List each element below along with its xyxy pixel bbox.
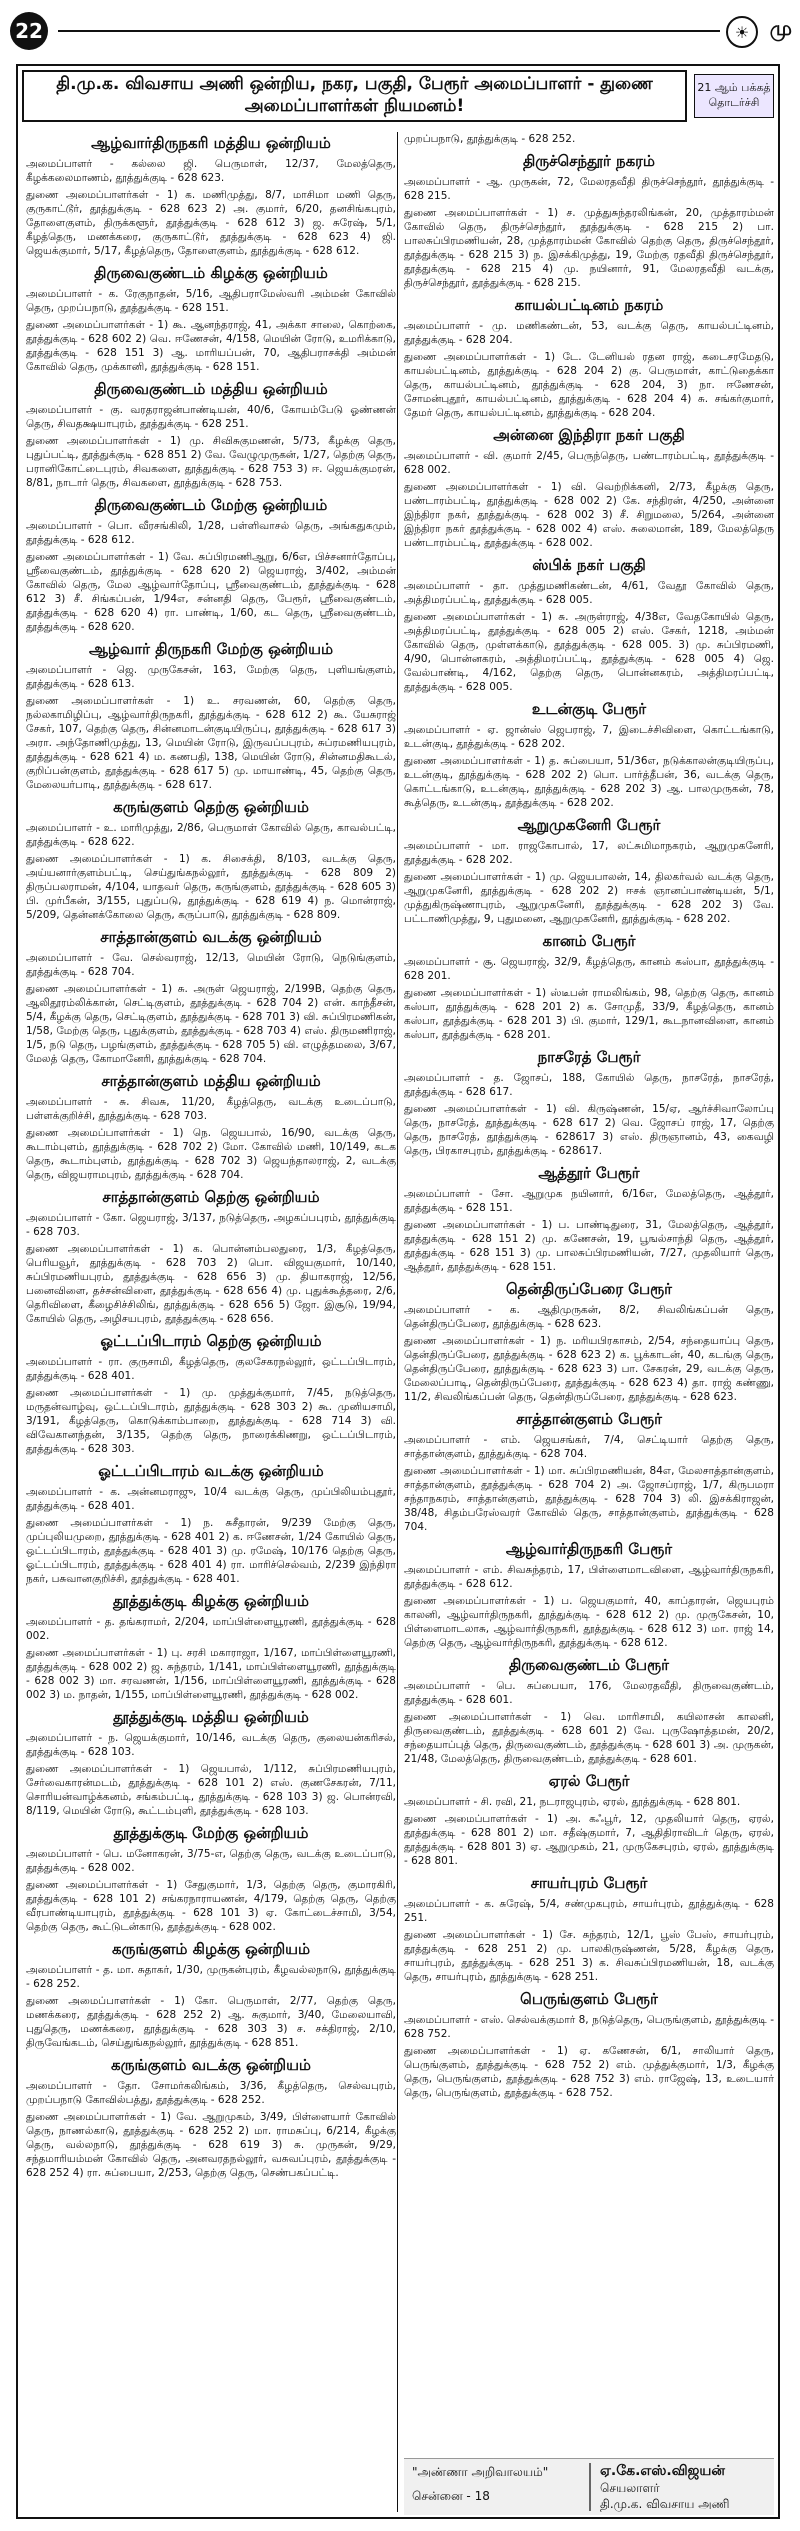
section (404, 132, 774, 146)
section (404, 1656, 774, 1766)
section (26, 928, 396, 1066)
section-title: கானம் பேரூர் (542, 932, 636, 950)
deputies-text: துணை அமைப்பாளர்கள் - 1) மு. சிவிசுகுமணன், 5/73, கீழக்கு தெரு, புதுப்பட்டி, தூத்துக்குடி - 628 851 2) வே. வேழுமுருகன், 1/27, தெற்கு தெரு, பரானிகோட்டைபுரம், சிவகளை, தூத்துக்குடி - 628 753 3) ஈ. ஜெயக்குமரன், 8/81, நாடார் தெரு, சிவகளை, தூத்துக்குடி - 628 753. (26, 435, 396, 489)
organizer-text: அமைப்பாளர் - வே. செல்வராஜ், 12/13, மெயின் ரோடு, நெடுங்குளம், தூத்துக்குடி - 628 704. (26, 952, 396, 978)
section-title: திருவைகுண்டம் மேற்கு ஒன்றியம் (94, 496, 328, 514)
section-title: சாத்தான்குளம் மத்திய ஒன்றியம் (101, 1072, 321, 1090)
deputies-text: துணை அமைப்பாளர்கள் - 1) ப. பாண்டிதுரை, 31, மேலத்தெரு, ஆத்தூர், தூத்துக்குடி - 628 151 2) மு. கணேசன், 19, பூஙல்சாந்தி தெரு, ஆத்தூர், தூத்துக்குடி - 628 151 3) மு. பாலசுப்பிரமணியன், 7/27, முதலியார் தெரு, ஆத்தூர், தூத்துக்குடி - 628 151. (404, 1219, 774, 1273)
deputies-text: துணை அமைப்பாளர்கள் - 1) மு. ஜெயபாலன், 14, திலகர்வல் வடக்கு தெரு, ஆறுமுகனேரி, தூத்துக்குடி - 628 202 2) ஈசக் ஞானப்பாண்டியன், 5/1, முத்துகிருஷ்ணாபுரம், ஆறுமுகனேரி, தூத்துக்குடி - 628 202 3) வே. பட்டாணிமுத்து, 9, புதுமனை, ஆறுமுகனேரி, தூத்துக்குடி - 628 202. (404, 871, 774, 925)
section (404, 152, 774, 290)
organizer-text: அமைப்பாளர் - எஸ். செல்வக்குமார் 8, நடுத்தெரு, பெருங்குளம், தூத்துக்குடி - 628 752. (404, 2014, 774, 2040)
organizer-text: அமைப்பாளர் - சு. சிவசு, 11/20, கீழத்தெரு, வடக்கு உடைப்பாடு, பள்ளக்குறிச்சி, தூத்துக்குடி - 628 703. (26, 1096, 396, 1122)
signatory-name: ஏ.கே.எஸ்.விஜயன் (600, 2463, 725, 2479)
section-title: சாத்தான்குளம் தெற்கு ஒன்றியம் (102, 1188, 320, 1206)
section (404, 1874, 774, 1984)
deputies-text: துணை அமைப்பாளர்கள் - 1) வே. ஆறுமுகம், 3/49, பிள்ளையார் கோவில் தெரு, நாணல்காடு, தூத்துக்குடி - 628 252 2) மா. ராமசுப்பு, 6/214, கீழக்கு தெரு, வல்லநாடு, தூத்துக்குடி - 628 619 3) சு. முருகன், 9/29, சந்தமாரியம்மன் கோவில் தெரு, அனவரதநல்லூர், வசுவப்புரம், தூத்துக்குடி - 628 252 4) ரா. சுப்பையா, 2/253, தெற்கு தெரு, செண்பகப்பட்டி. (26, 2111, 396, 2179)
section (404, 1772, 774, 1868)
signature-quote: "அண்ணா அறிவாலயம்" (412, 2465, 549, 2479)
section (26, 134, 396, 258)
section-title: சாத்தான்குளம் பேரூர் (516, 1410, 662, 1428)
section (26, 380, 396, 490)
signatory-org: தி.மு.க. விவசாய அணி (600, 2497, 730, 2511)
deputies-text: துணை அமைப்பாளர்கள் - 1) த. சுப்பையா, 51/36எ, நடுக்காலன்குடியிருப்பு, உடன்குடி, தூத்துக்குடி - 628 202 2) பொ. பார்த்தீபன், 36, வடக்கு தெரு, கொட்டங்காடு, உடன்குடி, தூத்துக்குடி - 628 202 3) ஆ. பாலமுருகன், 78, கூத்தெரு, உடன்குடி, தூத்துக்குடி - 628 202. (404, 755, 774, 809)
section (26, 1462, 396, 1586)
organizer-text: அமைப்பாளர் - எம். சிவசுந்தரம், 17, பிள்ளைமாடவிளை, ஆழ்வார்திருநகரி, தூத்துக்குடி - 628 612. (404, 1564, 774, 1590)
section (26, 1708, 396, 1818)
organizer-text: அமைப்பாளர் - ஏ. ஜான்ஸ் ஜெபராஜ், 7, இடைச்சிவிளை, கொட்டங்காடு, உடன்குடி, தூத்துக்குடி - 628 202. (404, 724, 774, 750)
deputies-text: துணை அமைப்பாளர்கள் - 1) க. பொன்னம்பலதுரை, 1/3, கீழத்தெரு, பெரியவூர், தூத்துக்குடி - 628 703 2) பொ. விஜயகுமார், 10/140, சுப்பிரமணியபுரம், தூத்துக்குடி - 628 656 3) மு. தியாகராஜ், 12/56, பனைவிளை, தச்சன்விளை, தூத்துக்குடி - 628 656 4) மு. புதுக்கூத்தரை, 2/6, தெரிவிளை, கீழைசிச்சிலிங், தூத்துக்குடி - 628 656 5) ஜோ. இசூடு, 19/94, கோயில் தெரு, அழிசயபுரம், தூத்துக்குடி - 628 656. (26, 1243, 396, 1325)
organizer-text: அமைப்பாளர் - தா. முத்துமணிகண்டன், 4/61, வேதூ கோவில் தெரு, அத்திமரப்பட்டி, தூத்துக்குடி - 628 005. (404, 580, 774, 606)
organizer-text: அமைப்பாளர் - வி. குமார் 2/45, பெருந்தெரு, பண்டாரம்பட்டி, தூத்துக்குடி - 628 002. (404, 450, 774, 476)
deputies-text: துணை அமைப்பாளர்கள் - 1) கூ. ஆனந்தராஜ், 41, அக்கா சாலை, கொற்கை, தூத்துக்குடி - 628 602 2) வெ. ஈணேசன், 4/158, மெயின் ரோடு, உமரிக்காடு, தூத்துக்குடி - 628 151 3) ஆ. மாரியப்பன், 70, ஆதிபராசக்தி அம்மன் கோவில் தெரு, முக்கானி, தூத்துக்குடி - 628 151. (26, 319, 396, 373)
section (26, 1332, 396, 1456)
section (404, 426, 774, 550)
organizer-text: அமைப்பாளர் - சூ. ஜெயராஜ், 32/9, கீழத்தெரு, கானம் கஸ்பா, தூத்துக்குடி - 628 201. (404, 956, 774, 982)
organizer-text: அமைப்பாளர் - எம். ஜெயசங்கர், 7/4, செட்டியார் தெற்கு தெரு, சாத்தான்குளம், தூத்துக்குடி - 628 704. (404, 1434, 774, 1460)
deputies-text: துணை அமைப்பாளர்கள் - 1) பு. சரசி மகாராஜா, 1/167, மாப்பிள்ளையூரணி, தூத்துக்குடி - 628 002 2) ஜ. சுந்தரம், 1/141, மாப்பிள்ளையூரணி, தூத்துக்குடி - 628 002 3) மா. சரவணன், 1/156, மாப்பிள்ளையூரணி, தூத்துக்குடி - 628 002 3) ம. நாதன், 1/155, மாப்பிள்ளையூரணி, தூத்துக்குடி - 628 002. (26, 1647, 396, 1701)
organizer-text: அமைப்பாளர் - மு. மணிகண்டன், 53, வடக்கு தெரு, காயல்பட்டினம், தூத்துக்குடி - 628 204. (404, 320, 774, 346)
section-title: ஓட்டப்பிடாரம் தெற்கு ஒன்றியம் (100, 1332, 322, 1350)
deputies-text: துணை அமைப்பாளர்கள் - 1) நெ. ஜெயபால், 16/90, வடக்கு தெரு, கூடாம்புளம், தூத்துக்குடி - 628 702 2) மோ. கோவில் மணி, 10/149, கடக தெரு, கூடாம்புளம், தூத்துக்குடி - 628 702 3) ஜெயந்தாலராஜ், 2, வடக்கு தெரு, விஜயராமபுரம், தூத்துக்குடி - 628 704. (26, 1127, 396, 1181)
section-title: சாயர்புரம் பேரூர் (530, 1874, 648, 1892)
organizer-text: அமைப்பாளர் - சி. ரவி, 21, நடராஜபுரம், ஏரல், தூத்துக்குடி - 628 801. (404, 1796, 741, 1808)
organizer-text: அமைப்பாளர் - த. மா. சுதாகர், 1/30, முருகன்புரம், கீழவல்லநாடு, தூத்துக்குடி - 628 252. (26, 1964, 396, 1990)
section (404, 1410, 774, 1534)
signatory-role: செயலாளர் (600, 2481, 660, 2495)
page-number: 22 (10, 12, 48, 50)
organizer-text: அமைப்பாளர் - ஆ. முருகன், 72, மேலரதவீதி திருச்செந்தூர், தூத்துக்குடி - 628 215. (404, 176, 774, 202)
organizer-text: அமைப்பாளர் - பெ. மனோகரன், 3/75-எ, தெற்கு தெரு, வடக்கு உடைப்பாடு, தூத்துக்குடி - 628 002. (26, 1848, 396, 1874)
section (404, 816, 774, 926)
deputies-text: துணை அமைப்பாளர்கள் - 1) க. சிசைக்தி, 8/103, வடக்கு தெரு, அய்யனார்குளம்பட்டி, செய்துங்கநல்லூர், தூத்துக்குடி - 628 809 2) திருப்பலராமன், 4/104, யாதவர் தெரு, கருங்குளம், தூத்துக்குடி - 628 605 3) பி. முர்பீகன், 3/155, புதுப்படு, தூத்துக்குடி - 628 619 4) ந. மொன்ராஜ், 5/209, தென்னக்கோலை தெரு, கருப்பாடு, தூத்துக்குடி - 628 809. (26, 853, 396, 921)
section-title: திருவைகுண்டம் பேரூர் (508, 1656, 669, 1674)
deputies-text: துணை அமைப்பாளர்கள் - 1) உ. சரவணன், 60, தெற்கு தெரு, நல்லகாமிழிப்பு, ஆழ்வார்திருநகரி, தூத்துக்குடி - 628 612 2) கூ. யேசுராஜ் சேகர், 107, தெற்கு தெரு, சின்னமாடன்குடியிருப்பு, தூத்துக்குடி - 628 617 3) அரா. அந்தோணிமுத்து, 13, மெயின் ரோடு, இருவப்பபுரம், சுப்ரமணியபுரம், தூத்துக்குடி - 628 621 4) ம. கணபதி, 138, மெயின் ரோடு, சின்னமதிகூடல், குறிப்பன்குளம், தூத்துக்குடி - 628 617 5) மு. மாயாண்டி, 45, தெற்கு தெரு, மேலையர்பாடி, தூத்துக்குடி - 628 617. (26, 695, 396, 791)
signature-divider (589, 2463, 591, 2511)
organizer-text: அமைப்பாளர் - ரா. குருசாமி, கீழத்தெரு, குலசேகரநல்லூர், ஒட்டப்பிடாரம், தூத்துக்குடி - 628 401. (26, 1356, 396, 1382)
deputies-text: துணை அமைப்பாளர்கள் - 1) சு. அருள் ஜெயராஜ், 2/199B, தெற்கு தெரு, ஆலிதூரம்லிக்கான், செட்டிகுளம், தூத்துக்குடி - 628 704 2) என். காந்தீசன், 5/4, கீழக்கு தெரு, செட்டிகுளம், தூத்துக்குடி - 628 701 3) வி. சுப்பிரமணிகன், 1/58, மேற்கு தெரு, புதுக்குளம், தூத்துக்குடி - 628 703 4) எஸ். திருமணிராஜ், 1/5, நடு தெரு, பழங்குளம், தூத்துக்குடி - 628 705 5) வி. எழுத்தமலை, 3/67, மேலத் தெரு, கோமானேரி, தூத்துக்குடி - 628 704. (26, 983, 396, 1065)
section (26, 640, 396, 792)
section-title: கருங்குளம் வடக்கு ஒன்றியம் (110, 2056, 311, 2074)
section-title: ஏரல் பேரூர் (548, 1772, 630, 1790)
deputies-text: துணை அமைப்பாளர்கள் - 1) வெ. மாரிசாமி, கயிலாசன் காலனி, திருவைகுண்டம், தூத்துக்குடி - 628 601 2) வே. புருஷோத்தமன், 20/2, சந்தையாப்புத் தெரு, திருவைகுண்டம், தூத்துக்குடி - 628 601 3) அ. முருகன், 21/48, மேலத்தெரு, திருவைகுண்டம், தூத்துக்குடி - 628 601. (404, 1711, 774, 1765)
section-title: ஆழ்வார்திருநகரி மத்திய ஒன்றியம் (91, 134, 331, 152)
section (26, 798, 396, 922)
organizer-text: அமைப்பாளர் - தோ. சோமர்கலிங்கம், 3/36, கீழத்தெரு, செல்வபுரம், முறப்பநாடு கோவில்பத்து, தூத்துக்குடி - 628 252. (26, 2080, 396, 2106)
organizer-text: அமைப்பாளர் - த. ஜோசப், 188, கோயில் தெரு, நாசரேத், நாசரேத், தூத்துக்குடி - 628 617. (404, 1072, 774, 1098)
section-title: தூத்துக்குடி மேற்கு ஒன்றியம் (113, 1824, 309, 1842)
deputies-text: துணை அமைப்பாளர்கள் - 1) வி. கிருஷ்ணன், 15/ஏ, ஆர்ச்சிவாலோப்பு தெரு, நாசரேத், தூத்துக்குடி - 628 617 2) வெ. ஜோசப் ராஜ், 17, தெற்கு தெரு, நாசரேத், தூத்துக்குடி - 628617 3) எஸ். திருஞானம், 43, கைவழி தெரு, பிரகாசபுரம், தூத்துக்குடி - 628617. (404, 1103, 774, 1157)
deputies-text: துணை அமைப்பாளர்கள் - 1) ந. மரியபிரகாசம், 2/54, சந்தையாப்பு தெரு, தென்திருப்பேரை, தூத்துக்குடி - 628 623 2) க. பூக்காடன், 40, கடங்கு தெரு, தென்திருப்பேரை, தூத்துக்குடி - 628 623 3) பா. சேகரன், 29, வடக்கு தெரு, மேலைப்பாடி, தென்திருப்பேரை, தூத்துக்குடி - 628 623 4) தா. ராஜ் கண்ணு, 11/2, சிவலிங்கப்பன் தெரு, தென்திருப்பேரை, தூத்துக்குடி - 628 623. (404, 1335, 774, 1403)
section (26, 1940, 396, 2050)
section (404, 1048, 774, 1158)
organizer-text: அமைப்பாளர் - கு. வரதராஜன்பாண்டியன், 40/6, கோயம்பேடு ஓண்ணன் தெரு, சிவதக்ஷயாபுரம், தூத்துக்குடி - 628 251. (26, 404, 396, 430)
deputies-text: துணை அமைப்பாளர்கள் - 1) வே. சுப்பிரமணிஆறு, 6/6எ, பிச்சனார்தோப்பு, ஸ்ரீவைகுண்டம், தூத்துக்குடி - 628 620 2) ஜெயராஜ், 3/402, அம்மன் கோவில் தெரு, மேல ஆழ்வார்தோப்பு, ஸ்ரீவைகுண்டம், தூத்துக்குடி - 628 612 3) சீ. சிங்கப்பன், 1/94எ, சன்னதி தெரு, பேரூர், ஸ்ரீவைகுண்டம், தூத்துக்குடி - 628 620 4) ரா. பாண்டி, 1/60, கட தெரு, ஸ்ரீவைகுண்டம், தூத்துக்குடி - 628 620. (26, 551, 396, 633)
organizer-text: முறப்பநாடு, தூத்துக்குடி - 628 252. (404, 133, 576, 145)
section (404, 1164, 774, 1274)
section-title: பெருங்குளம் பேரூர் (520, 1990, 658, 2008)
section (26, 1592, 396, 1702)
continuation-line-2: தொடர்ச்சி (708, 96, 760, 109)
section (26, 496, 396, 634)
corner-letter: மு (769, 16, 792, 40)
section-title: ஆழ்வார் திருநகரி மேற்கு ஒன்றியம் (88, 640, 334, 658)
deputies-text: துணை அமைப்பாளர்கள் - 1) சே. சுந்தரம், 12/1, பூஸ் பேஸ், சாயர்புரம், தூத்துக்குடி - 628 251 2) மு. பாலகிருஷ்ணன், 5/28, கீழக்கு தெரு, சாயர்புரம், தூத்துக்குடி - 628 251 3) க. சிவசுப்பிரமணியன், 18, வடக்கு தெரு, சாயர்புரம், தூத்துக்குடி - 628 251. (404, 1929, 774, 1983)
deputies-text: துணை அமைப்பாளர்கள் - 1) ச. முத்துசுந்தரலிங்கன், 20, முத்தாரம்மன் கோவில் தெரு, திருச்செந்தூர், தூத்துக்குடி - 628 215 2) பா. பாலசுப்பிரமணியன், 28, முத்தாரம்மன் கோவில் தெற்கு தெரு, திருச்செந்தூர், தூத்துக்குடி - 628 215 3) ந. இசக்கிமுத்து, 19, மேற்கு ரதவீதி திருச்செந்தூர், தூத்துக்குடி - 628 215 4) மு. நயினார், 91, மேலரதவீதி வடக்கு, திருச்செந்தூர், தூத்துக்குடி - 628 215. (404, 207, 774, 289)
section-title: காயல்பட்டினம் நகரம் (514, 296, 664, 314)
section (404, 296, 774, 420)
deputies-text: துணை அமைப்பாளர்கள் - 1) வி. வெற்றிக்கனி, 2/73, கீழக்கு தெரு, பண்டாரம்பட்டி, தூத்துக்குடி - 628 002 2) கே. சந்திரன், 4/250, அன்னை இந்திரா நகர், தூத்துக்குடி - 628 002 3) சீ. சிறுமலை, 5/264, அன்னை இந்திரா நகர் தூத்துக்குடி - 628 002 4) எஸ். சுலைமான், 189, மேலத்தெரு பண்டாரம்பட்டி, தூத்துக்குடி - 628 002. (404, 481, 774, 549)
page-header (0, 0, 800, 60)
signature-block (404, 2458, 774, 2515)
organizer-text: அமைப்பாளர் - கோ. ஜெயராஜ், 3/137, நடுத்தெரு, அழகப்பபுரம், தூத்துக்குடி - 628 703. (26, 1212, 396, 1238)
column-divider (397, 132, 398, 2512)
deputies-text: துணை அமைப்பாளர்கள் - 1) ஏ. கணேசன், 6/1, சாலியார் தெரு, பெருங்குளம், தூத்துக்குடி - 628 752 2) எம். முத்துக்குமார், 1/3, கீழக்கு தெரு, பெருங்குளம், தூத்துக்குடி - 628 752 3) எம். ராஜேஷ், 13, உடையார் தெரு, பெருங்குளம், தூத்துக்குடி - 628 752. (404, 2045, 774, 2099)
deputies-text: துணை அமைப்பாளர்கள் - 1) ஜெயபால், 1/112, சுப்பிரமணியபுரம், சேர்வைகாரன்மடம், தூத்துக்குடி - 628 101 2) எஸ். குணசேகரன், 7/11, சொரியன்வாழ்க்கனம், சங்கம்பட்டி, தூத்துக்குடி - 628 103 3) ஜ. பொன்ரவி, 8/119, மெயின் ரோடு, கூட்டம்புளி, தூத்துக்குடி - 628 103. (26, 1763, 396, 1817)
section-title: தூத்துக்குடி கிழக்கு ஒன்றியம் (113, 1592, 309, 1610)
section-title: ஆத்தூர் பேரூர் (538, 1164, 640, 1182)
party-logo-icon: ☀ (726, 16, 758, 48)
section-title: திருச்செந்தூர் நகரம் (522, 152, 655, 170)
signature-city: சென்னை - 18 (412, 2489, 490, 2503)
section (404, 700, 774, 810)
deputies-text: துணை அமைப்பாளர்கள் - 1) மு. முத்துக்குமார், 7/45, நடுத்தெரு, மருதன்வாழ்வு, ஒட்டப்பிடாரம், தூத்துக்குடி - 628 303 2) கூ. முனியசாமி, 3/191, கீழத்தெரு, கொடுக்காம்பாறை, தூத்துக்குடி - 628 714 3) வி. விவேகானந்தன், 3/135, தெற்கு தெரு, நாரைக்கிணறு, ஒட்டப்பிடாரம், தூத்துக்குடி - 628 303. (26, 1387, 396, 1455)
section (404, 556, 774, 694)
organizer-text: அமைப்பாளர் - க. அன்னமராஜு, 10/4 வடக்கு தெரு, முப்பிலியம்புதூர், தூத்துக்குடி - 628 401. (26, 1486, 396, 1512)
deputies-text: துணை அமைப்பாளர்கள் - 1) சேதுகுமார், 1/3, தெற்கு தெரு, குமாரகிரி, தூத்துக்குடி - 628 101 2) சங்கரநாராயணன், 4/179, தெற்கு தெரு, தெற்கு வீரபாண்டியாபுரம், தூத்துக்குடி - 628 101 3) ஏ. கோட்டைச்சாமி, 3/54, தெற்கு தெரு, கூட்டுடன்காடு, தூத்துக்குடி - 628 002. (26, 1879, 396, 1933)
section-title: கருங்குளம் கிழக்கு ஒன்றியம் (111, 1940, 311, 1958)
organizer-text: அமைப்பாளர் - க. ரேகுநாதன், 5/16, ஆதிபராமேஸ்வரி அம்மன் கோவில் தெரு, முறப்பநாடு, தூத்துக்குடி - 628 151. (26, 288, 396, 314)
section-title: திருவைகுண்டம் கிழக்கு ஒன்றியம் (94, 264, 328, 282)
right-column (404, 132, 774, 2452)
section (404, 1540, 774, 1650)
section (26, 2056, 396, 2180)
deputies-text: துணை அமைப்பாளர்கள் - 1) சு. அருள்ராஜ், 4/38எ, வேதகோயில் தெரு, அத்திமரப்பட்டி, தூத்துக்குடி - 628 005 2) எஸ். சேகர், 1218, அம்மன் கோவில் தெரு, முள்ளக்காடு, தூத்துக்குடி - 628 005. 3) மு. சுப்பிரமணி, 4/90, பொன்னகரம், அத்திமரப்பட்டி, தூத்துக்குடி - 628 005 4) ஜெ. வேல்பாண்டி, 4/162, தெற்கு தெரு, பொன்னகரம், அத்திமரப்பட்டி, தூத்துக்குடி - 628 005. (404, 611, 774, 693)
organizer-text: அமைப்பாளர் - ஜெ. முருகேசன், 163, மேற்கு தெரு, புளியங்குளம், தூத்துக்குடி - 628 613. (26, 664, 396, 690)
section-title: சாத்தான்குளம் வடக்கு ஒன்றியம் (100, 928, 322, 946)
organizer-text: அமைப்பாளர் - ந. ஜெயக்குமார், 10/146, வடக்கு தெரு, குலையன்கரிசல், தூத்துக்குடி - 628 103. (26, 1732, 396, 1758)
organizer-text: அமைப்பாளர் - பொ. வீரசங்கிலி, 1/28, பள்ளிவாசல் தெரு, அங்கதுகமும், தூத்துக்குடி - 628 612. (26, 520, 396, 546)
section-title: ஸ்பிக் நகர் பகுதி (532, 556, 646, 574)
deputies-text: துணை அமைப்பாளர்கள் - 1) கோ. பெருமாள், 2/77, தெற்கு தெரு, மணக்கரை, தூத்துக்குடி - 628 252 2) ஆ. சுகுமார், 3/40, மேலையாவி, புதுதெரு, மணக்கரை, தூத்துக்குடி - 628 303 3) ச. சக்திராஜ், 2/10, திருவேங்கடம், செய்துங்கநல்லூர், தூத்துக்குடி - 628 851. (26, 1995, 396, 2049)
section (404, 1990, 774, 2100)
deputies-text: துணை அமைப்பாளர்கள் - 1) க. மணிமுத்து, 8/7, மாசிமா மணி தெரு, குருகாட்டூர், தூத்துக்குடி - 628 623 2) அ. குமார், 6/20, தனசிங்கபுரம், தோளைகுளம், திருக்களூர், தூத்துக்குடி - 628 612 3) ஜ. சுரேஷ், 5/1, கீழத்தெரு, மணக்கரை, குருகாட்டூர், தூத்துக்குடி - 628 623 4) ஜி. ஜெயக்குமார், 5/17, கீழத்தெரு, தோளைகுளம், தூத்துக்குடி - 628 612. (26, 189, 396, 257)
section-title: நாசரேத் பேரூர் (537, 1048, 641, 1066)
section-title: ஓட்டப்பிடாரம் வடக்கு ஒன்றியம் (98, 1462, 324, 1480)
section-title: திருவைகுண்டம் மத்திய ஒன்றியம் (94, 380, 328, 398)
section-title: தென்திருப்பேரை பேரூர் (505, 1280, 673, 1298)
organizer-text: அமைப்பாளர் - சோ. ஆறுமுக நயினார், 6/16எ, மேலத்தெரு, ஆத்தூர், தூத்துக்குடி - 628 151. (404, 1188, 774, 1214)
section (26, 1072, 396, 1182)
organizer-text: அமைப்பாளர் - உ. மாரிமுத்து, 2/86, பெருமாள் கோவில் தெரு, காவல்பட்டி, தூத்துக்குடி - 628 622. (26, 822, 396, 848)
deputies-text: துணை அமைப்பாளர்கள் - 1) ந. சுசீதாரன், 9/239 மேற்கு தெரு, முப்புலியமுறை, தூத்துக்குடி - 628 401 2) க. ஈணேசன், 1/24 கோயில் தெரு, ஒட்டப்பிடாரம், தூத்துக்குடி - 628 401 3) மு. ரமேஷ், 10/176 தெற்கு தெரு, ஓட்டப்பிடாரம், தூத்துக்குடி - 628 401 4) ரா. மாரிச்செல்வம், 2/239 இந்திரா நகர், பசுவானகுறிச்சி, தூத்துக்குடி - 628 401. (26, 1517, 396, 1585)
deputies-text: துணை அமைப்பாளர்கள் - 1) மா. சுப்பிரமணியன், 84எ, மேலசாத்தான்குளம், சாத்தான்குளம், தூத்துக்குடி - 628 704 2) அ. ஜோசப்ராஜ், 1/7, கிருபமரா சந்தாநகரம், சாத்தான்குளம், தூத்துக்குடி - 628 704 3) லி. இசக்கிராஜன், 38/48, சிதம்பரேஸ்வரர் கோவில் தெரு, சாத்தான்குளம், தூத்துக்குடி - 628 704. (404, 1465, 774, 1533)
header-rule (58, 30, 720, 32)
left-column (26, 132, 396, 2452)
section (26, 264, 396, 374)
section (404, 932, 774, 1042)
organizer-text: அமைப்பாளர் - த. தங்கராமர், 2/204, மாப்பிள்ளையூரணி, தூத்துக்குடி - 628 002. (26, 1616, 396, 1642)
organizer-text: அமைப்பாளர் - கல்லை ஜி. பெருமாள், 12/37, மேலத்தெரு, கீழக்கலைமாணம், தூத்துக்குடி - 628 623. (26, 158, 396, 184)
continuation-note (694, 74, 774, 118)
section (404, 1280, 774, 1404)
section (26, 1188, 396, 1326)
organizer-text: அமைப்பாளர் - க. ஆதிமுருகன், 8/2, சிவலிங்கப்பன் தெரு, தென்திருப்பேரை, தூத்துக்குடி - 628 623. (404, 1304, 774, 1330)
deputies-text: துணை அமைப்பாளர்கள் - 1) ப. ஜெயகுமார், 40, காப்தாரன், ஜெயபுரம் காலனி, ஆழ்வார்திருநகரி, தூத்துக்குடி - 628 612 2) மு. முருகேசன், 10, பிள்ளைமாடலாசு, ஆழ்வார்திருநகரி, தூத்துக்குடி - 628 612 3) மா. ராஜ் 14, தெற்கு தெரு, ஆழ்வார்திருநகரி, தூத்துக்குடி - 628 612. (404, 1595, 774, 1649)
section-title: உடன்குடி பேரூர் (531, 700, 647, 718)
deputies-text: துணை அமைப்பாளர்கள் - 1) ஸ்டீபன் ராமலிங்கம், 98, தெற்கு தெரு, கானம் கஸ்பா, தூத்துக்குடி - 628 201 2) க. சோமுதீ, 33/9, கீழத்தெரு, கானம் கஸ்பா, தூத்துக்குடி - 628 201 3) பி. குமார், 129/1, கூடநானவிளை, கானம் கஸ்பா, தூத்துக்குடி - 628 201. (404, 987, 774, 1041)
headline: தி.மு.க. விவசாய அணி ஒன்றிய, நகர, பகுதி, பேரூர் அமைப்பாளர் - துணை அமைப்பாளர்கள் நியமனம்! (22, 70, 687, 122)
organizer-text: அமைப்பாளர் - பெ. சுப்பையா, 176, மேலரதவீதி, திருவைகுண்டம், தூத்துக்குடி - 628 601. (404, 1680, 774, 1706)
continuation-line-1: 21 ஆம் பக்கத் (697, 81, 771, 94)
organizer-text: அமைப்பாளர் - க. சுரேஷ், 5/4, சண்முகபுரம், சாயர்புரம், தூத்துக்குடி - 628 251. (404, 1898, 774, 1924)
section-title: ஆறுமுகனேரி பேரூர் (517, 816, 661, 834)
section (26, 1824, 396, 1934)
section-title: தூத்துக்குடி மத்திய ஒன்றியம் (113, 1708, 309, 1726)
section-title: அன்னை இந்திரா நகர் பகுதி (493, 426, 685, 444)
organizer-text: அமைப்பாளர் - மா. ராஜகோபால், 17, லட்சுமிமாநகரம், ஆறுமுகனேரி, தூத்துக்குடி - 628 202. (404, 840, 774, 866)
section-title: ஆழ்வார்திருநகரி பேரூர் (505, 1540, 673, 1558)
section-title: கருங்குளம் தெற்கு ஒன்றியம் (113, 798, 309, 816)
deputies-text: துணை அமைப்பாளர்கள் - 1) அ. கஃபூர், 12, முதலியார் தெரு, ஏரல், தூத்துக்குடி - 628 801 2) மா. சதீஷ்குமார், 7, ஆதிதிராவிடர் தெரு, ஏரல், தூத்துக்குடி - 628 801 3) ஏ. ஆறுமுகம், 21, முருகேசபுரம், ஏரல், தூத்துக்குடி - 628 801. (404, 1813, 774, 1867)
deputies-text: துணை அமைப்பாளர்கள் - 1) டே. டேனியல் ரதன ராஜ், கடைசரமேதடு, காயல்பட்டினம், தூத்துக்குடி - 628 204 2) கு. பெருமாள், காட்டுதைக்கா தெரு, காயல்பட்டினம், தூத்துக்குடி - 628 204, 3) நா. ஈணேசன், சோமன்புதூர், காயல்பட்டினம், தூத்துக்குடி - 628 204 4) சு. சங்கர்குமார், தேமர் தெரு, காயல்பட்டினம், தூத்துக்குடி - 628 204. (404, 351, 774, 419)
